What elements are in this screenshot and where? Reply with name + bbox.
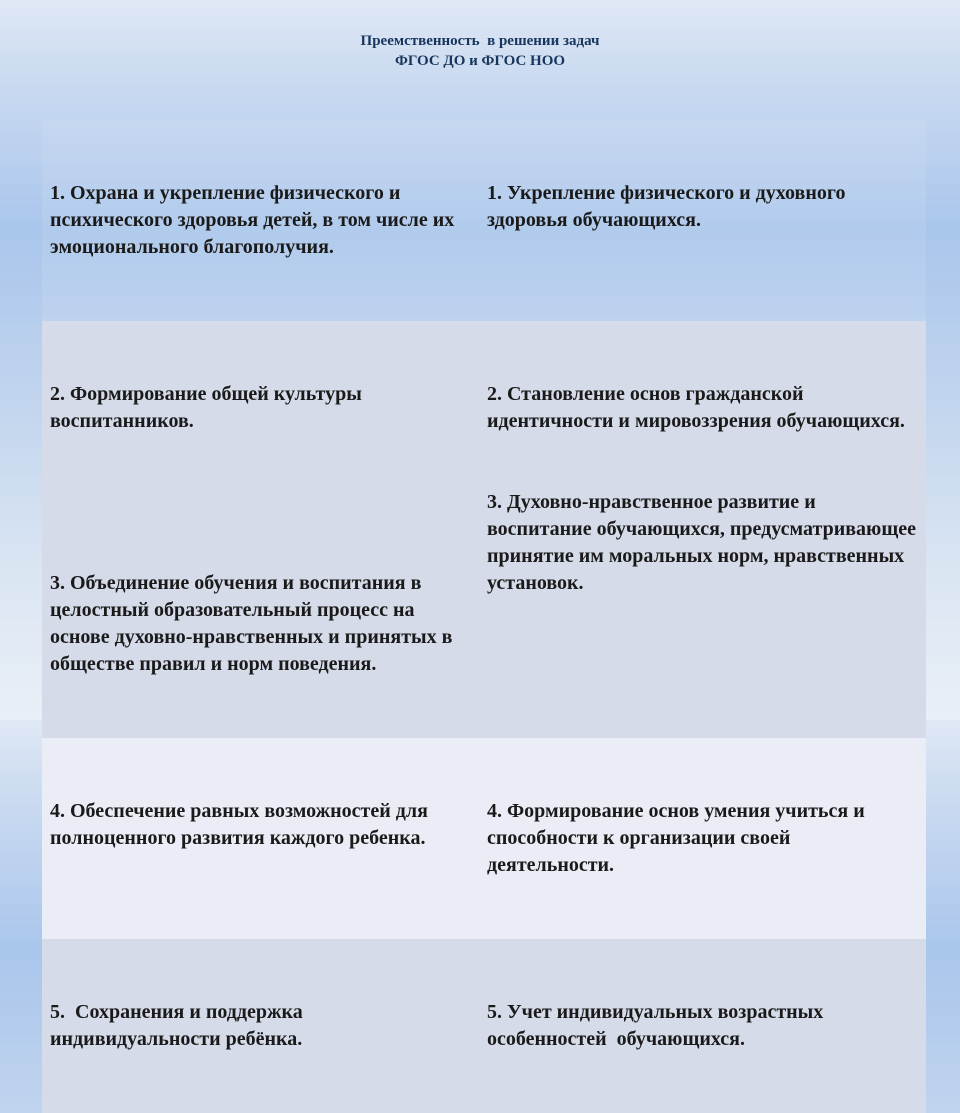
cell-text: 3. Объединение обучения и воспитания в целостный образовательный процесс на основе духовно-нравственных и принятых в обществе правил и норм поведения. bbox=[50, 572, 458, 675]
cell-text: 5. Учет индивидуальных возрастных особенностей обучающихся. bbox=[487, 1001, 829, 1050]
slide-title bbox=[0, 31, 960, 71]
table-row bbox=[42, 120, 926, 321]
table-row bbox=[42, 939, 926, 1113]
cell-text: 2. Формирование общей культуры воспитанников. bbox=[50, 383, 367, 432]
table-row bbox=[42, 738, 926, 939]
table-cell-noo bbox=[473, 321, 926, 738]
comparison-table bbox=[42, 120, 926, 1113]
cell-text: 4. Формирование основ умения учиться и способности к организации своей деятельности. bbox=[487, 800, 870, 876]
cell-text: 2. Становление основ гражданской идентичности и мировоззрения обучающихся. bbox=[487, 383, 905, 432]
cell-text: 1. Укрепление физического и духовного здоровья обучающихся. bbox=[487, 182, 851, 231]
slide-title-line-1: Преемственность в решении задач bbox=[360, 33, 600, 49]
table-cell-noo bbox=[473, 939, 926, 1113]
cell-text: 1. Охрана и укрепление физического и психического здоровья детей, в том числе их эмоционального благополучия. bbox=[50, 182, 460, 258]
table-cell-noo bbox=[473, 120, 926, 321]
table-cell-noo bbox=[473, 738, 926, 939]
table-row bbox=[42, 321, 926, 738]
slide-title-line-2: ФГОС ДО и ФГОС НОО bbox=[394, 53, 566, 69]
table-cell-doo bbox=[42, 738, 473, 939]
cell-text: 5. Сохранения и поддержка индивидуальности ребёнка. bbox=[50, 1001, 308, 1050]
cell-text: 3. Духовно-нравственное развитие и воспитание обучающихся, предусматривающее принятие им моральных норм, нравственных установок. bbox=[487, 491, 921, 594]
table-cell-doo bbox=[42, 321, 473, 738]
paragraph-gap bbox=[50, 489, 465, 516]
table-cell-doo bbox=[42, 939, 473, 1113]
cell-text: 4. Обеспечение равных возможностей для полноценного развития каждого ребенка. bbox=[50, 800, 433, 849]
table-cell-doo bbox=[42, 120, 473, 321]
